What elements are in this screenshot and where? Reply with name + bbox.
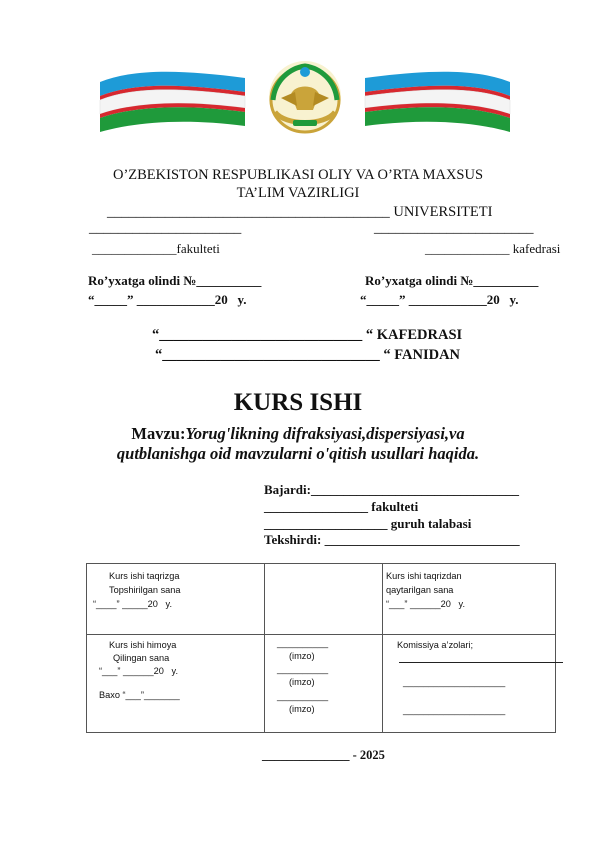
- topic-label: Mavzu:: [131, 424, 186, 443]
- university-line: _______________________________________ UNIVERSITETI: [107, 204, 493, 220]
- signature-line-2: __________: [277, 664, 329, 674]
- year-line: ______________ - 2025: [262, 748, 385, 762]
- imzo-label-1: (imzo): [289, 651, 315, 661]
- topic-line-1: [0, 424, 596, 444]
- commission-line-1: ____________________: [403, 677, 506, 687]
- commission-line-2: ____________________: [403, 705, 506, 715]
- group-field: ___________________ guruh talabasi: [264, 516, 472, 531]
- topic-text-1: Yorug'likning difraksiyasi,dispersiyasi,va: [185, 424, 465, 443]
- registration-right: Ro’yxatga olindi №__________: [365, 273, 539, 288]
- signature-line-3: __________: [277, 691, 329, 701]
- blank-line-right: ______________________: [374, 220, 534, 236]
- ministry-line-1: O’ZBEKISTON RESPUBLIKASI OLIY VA O’RTA MAXSUS: [112, 167, 484, 183]
- document-title: KURS ISHI: [233, 389, 363, 416]
- state-emblem-icon: [269, 61, 341, 133]
- signature-line-1: __________: [277, 638, 329, 648]
- submitted-label-2: Topshirilgan sana: [109, 585, 181, 595]
- cell-signatures: [265, 635, 383, 733]
- review-table: [86, 563, 556, 733]
- kafedra-line: _____________ kafedrasi: [425, 241, 561, 256]
- registration-left: Ro’yxatga olindi №__________: [88, 273, 262, 288]
- cell-empty: [265, 564, 383, 635]
- submitted-date: “____” _____20 y.: [93, 599, 172, 609]
- cell-submitted-for-review: [87, 564, 265, 635]
- emblem-flag-banner: [95, 60, 515, 135]
- faculty-field: ________________ fakulteti: [264, 499, 419, 514]
- submitted-label-1: Kurs ishi taqrizga: [109, 571, 180, 581]
- blank-line-left: _____________________: [89, 220, 242, 236]
- returned-label-1: Kurs ishi taqrizdan: [386, 571, 462, 581]
- imzo-label-3: (imzo): [289, 704, 315, 714]
- defense-label-2: Qilingan sana: [113, 653, 170, 663]
- tekshirdi-line: Tekshirdi: ______________________________: [264, 532, 520, 547]
- registration-left-date: “_____” ____________20 y.: [88, 292, 247, 307]
- defense-label-1: Kurs ishi himoya: [109, 640, 177, 650]
- faculty-line: _____________fakulteti: [92, 241, 220, 256]
- commission-label: Komissiya a’zolari;: [397, 640, 474, 650]
- grade-field: Baxo “___”_______: [99, 690, 180, 700]
- commission-divider: [399, 662, 563, 663]
- cell-commission-members: [383, 635, 556, 733]
- subject-title-line: “______________________________ “ FANIDAN: [155, 347, 461, 363]
- defense-date: “___” ______20 y.: [99, 666, 178, 676]
- registration-right-date: “_____” ____________20 y.: [360, 292, 519, 307]
- bajardi-line: Bajardi:________________________________: [264, 482, 519, 497]
- cell-defense-date: [87, 635, 265, 733]
- returned-date: “___” ______20 y.: [386, 599, 465, 609]
- ministry-line-2: TA’LIM VAZIRLIGI: [236, 185, 360, 201]
- cell-returned-from-review: [383, 564, 556, 635]
- kafedra-title-line: “____________________________ “ KAFEDRASI: [152, 327, 463, 343]
- imzo-label-2: (imzo): [289, 677, 315, 687]
- returned-label-2: qaytarilgan sana: [386, 585, 454, 595]
- topic-line-2: qutblanishga oid mavzularni o'qitish usullari haqida.: [116, 444, 480, 463]
